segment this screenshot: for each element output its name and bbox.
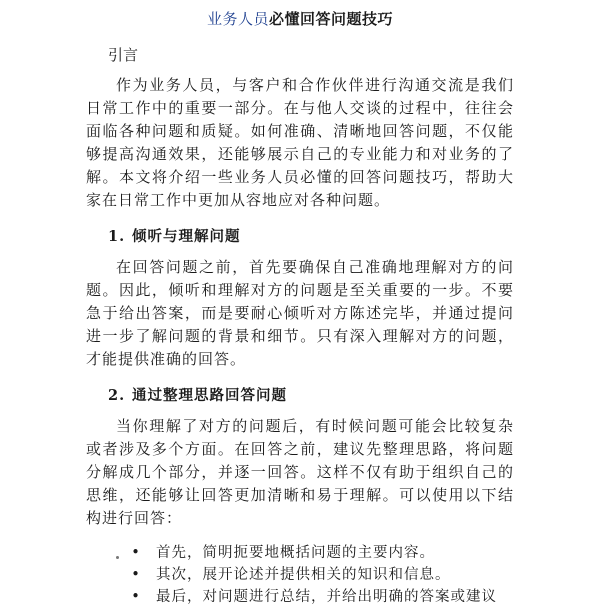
- trailing-dot-mark: [116, 556, 119, 559]
- section-2-heading: [108, 385, 514, 407]
- list-item: [126, 586, 514, 608]
- section-2-bullet-list: [86, 542, 514, 608]
- list-item-text: 最后，对问题进行总结，并给出明确的答案或建议: [156, 589, 497, 605]
- section-1-title: 倾听与理解问题: [132, 228, 241, 245]
- bullet-icon: •: [131, 545, 141, 561]
- section-2-paragraph: 当你理解了对方的问题后，有时候问题可能会比较复杂或者涉及多个方面。在回答之前，建议先整理思路，将问题分解成几个部分，并逐一回答。这样不仅有助于组织自己的思维，还能够让回答更加清晰和易于理解。可以使用以下结构进行回答：: [86, 417, 514, 527]
- document-title-normal: 业务人员: [206, 10, 269, 28]
- list-item-text: 其次，展开论述并提供相关的知识和信息。: [156, 567, 451, 583]
- intro-paragraph: 作为业务人员，与客户和合作伙伴进行沟通交流是我们日常工作中的重要一部分。在与他人交谈的过程中，往往会面临各种问题和质疑。如何准确、清晰地回答问题，不仅能够提高沟通效果，还能够展示自己的专业能力和对业务的了解。本文将介绍一些业务人员必懂的回答问题技巧，帮助大家在日常工作中更加从容地应对各种问题。: [86, 76, 514, 209]
- document-title-bold: 必懂回答问题技巧: [269, 10, 394, 28]
- section-2-number: 2.: [108, 387, 126, 404]
- list-item: [126, 542, 514, 564]
- document-title: [86, 8, 514, 30]
- bullet-icon: •: [131, 567, 141, 583]
- list-item: [126, 564, 514, 586]
- list-item-text: 首先，简明扼要地概括问题的主要内容。: [156, 545, 435, 561]
- section-1-heading: [108, 226, 514, 248]
- section-1-paragraph: 在回答问题之前，首先要确保自己准确地理解对方的问题。因此，倾听和理解对方的问题是至关重要的一步。不要急于给出答案，而是要耐心倾听对方陈述完毕，并通过提问进一步了解问题的背景和细节。只有深入理解对方的问题，才能提供准确的回答。: [86, 258, 514, 368]
- section-1-number: 1.: [108, 228, 126, 245]
- section-2-title: 通过整理思路回答问题: [132, 387, 287, 404]
- intro-heading: 引言: [108, 46, 139, 64]
- bullet-icon: •: [131, 589, 141, 605]
